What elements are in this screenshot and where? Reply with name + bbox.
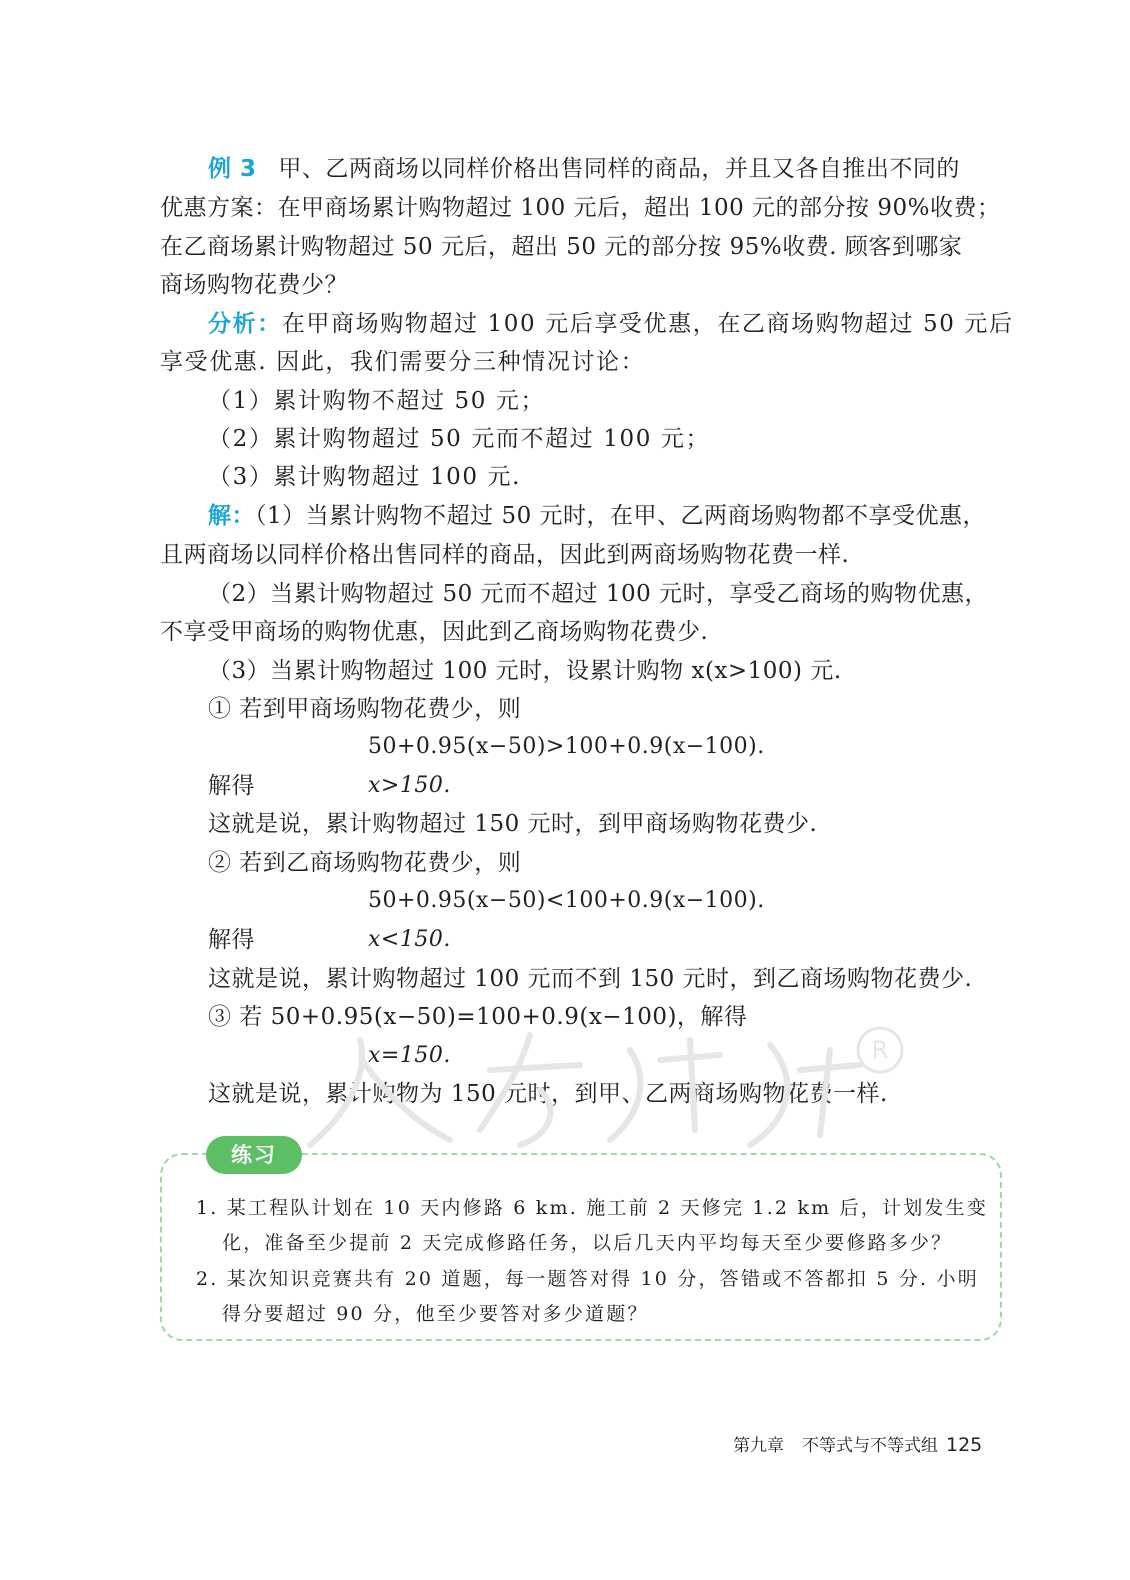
page-number: 125 [946, 1434, 983, 1456]
footer-chapter: 第九章 [733, 1436, 784, 1456]
example-line-1 [208, 153, 960, 185]
example-text: 甲、乙两商场以同样价格出售同样的商品，并且又各自推出不同的 [278, 156, 960, 182]
solution-label: 解： [208, 503, 255, 529]
case3-intro: ③ 若 50+0.95(x−50)=100+0.9(x−100)，解得 [208, 1004, 748, 1030]
practice-item-2-line-1: 2. 某次知识竞赛共有 20 道题，每一题答对得 10 分，答错或不答都扣 5 分. 小明 [196, 1268, 979, 1290]
example-line-2: 优惠方案：在甲商场累计购物超过 100 元后，超出 100 元的部分按 90%收费； [160, 195, 1001, 221]
practice-item-1-line-2: 化，准备至少提前 2 天完成修路任务，以后几天内平均每天至少要修路多少？ [222, 1232, 953, 1254]
analysis-label: 分析： [208, 311, 282, 337]
analysis-text: 在甲商场购物超过 100 元后享受优惠，在乙商场购物超过 50 元后 [281, 311, 1014, 337]
case1-solve-label: 解得 [208, 773, 255, 799]
solution-line-3: （2）当累计购物超过 50 元而不超过 100 元时，享受乙商场的购物优惠， [208, 581, 989, 607]
solution-line-1 [208, 500, 986, 532]
example-line-3: 在乙商场累计购物超过 50 元后，超出 50 元的部分按 95%收费. 顾客到哪家 [160, 234, 963, 260]
example-line-4: 商场购物花费少？ [160, 272, 348, 298]
practice-title: 练习 [206, 1136, 302, 1174]
svg-text:R: R [871, 1036, 889, 1064]
case1-intro: ① 若到甲商场购物花费少，则 [208, 696, 522, 722]
case2-intro: ② 若到乙商场购物花费少，则 [208, 850, 522, 876]
case1-inequality: 50+0.95(x−50)>100+0.9(x−100). [368, 734, 765, 759]
solution-line-5: （3）当累计购物超过 100 元时，设累计购物 x(x>100) 元. [208, 658, 842, 684]
case1-conclusion: 这就是说，累计购物超过 150 元时，到甲商场购物花费少. [208, 811, 818, 837]
case2-inequality: 50+0.95(x−50)<100+0.9(x−100). [368, 888, 765, 913]
practice-item-1-line-1: 1. 某工程队计划在 10 天内修路 6 km. 施工前 2 天修完 1.2 km 后，计划发生变 [196, 1197, 989, 1219]
case2-result: x<150. [368, 927, 451, 952]
page-footer [733, 1431, 982, 1456]
case2-conclusion: 这就是说，累计购物超过 100 元而不到 150 元时，到乙商场购物花费少. [208, 966, 973, 992]
case1-result: x>150. [368, 773, 451, 798]
analysis-case-2: （2）累计购物超过 50 元而不超过 100 元； [208, 426, 711, 452]
analysis-case-1: （1）累计购物不超过 50 元； [208, 388, 546, 414]
solution-p1a: （1）当累计购物不超过 50 元时，在甲、乙两商场购物都不享受优惠， [255, 503, 987, 529]
example-label: 例 3 [208, 156, 257, 182]
solution-line-2: 且两商场以同样价格出售同样的商品，因此到两商场购物花费一样. [160, 542, 850, 568]
case3-conclusion: 这就是说，累计购物为 150 元时，到甲、乙两商场购物花费一样. [208, 1081, 888, 1107]
analysis-line-1 [208, 308, 1014, 340]
case3-result: x=150. [368, 1043, 451, 1068]
analysis-case-3: （3）累计购物超过 100 元. [208, 464, 522, 490]
practice-item-2-line-2: 得分要超过 90 分，他至少要答对多少道题？ [222, 1303, 649, 1325]
footer-title: 不等式与不等式组 [802, 1436, 938, 1456]
solution-line-4: 不享受甲商场的购物优惠，因此到乙商场购物花费少. [160, 619, 709, 645]
analysis-line-2: 享受优惠. 因此，我们需要分三种情况讨论： [160, 349, 646, 375]
case2-solve-label: 解得 [208, 927, 255, 953]
